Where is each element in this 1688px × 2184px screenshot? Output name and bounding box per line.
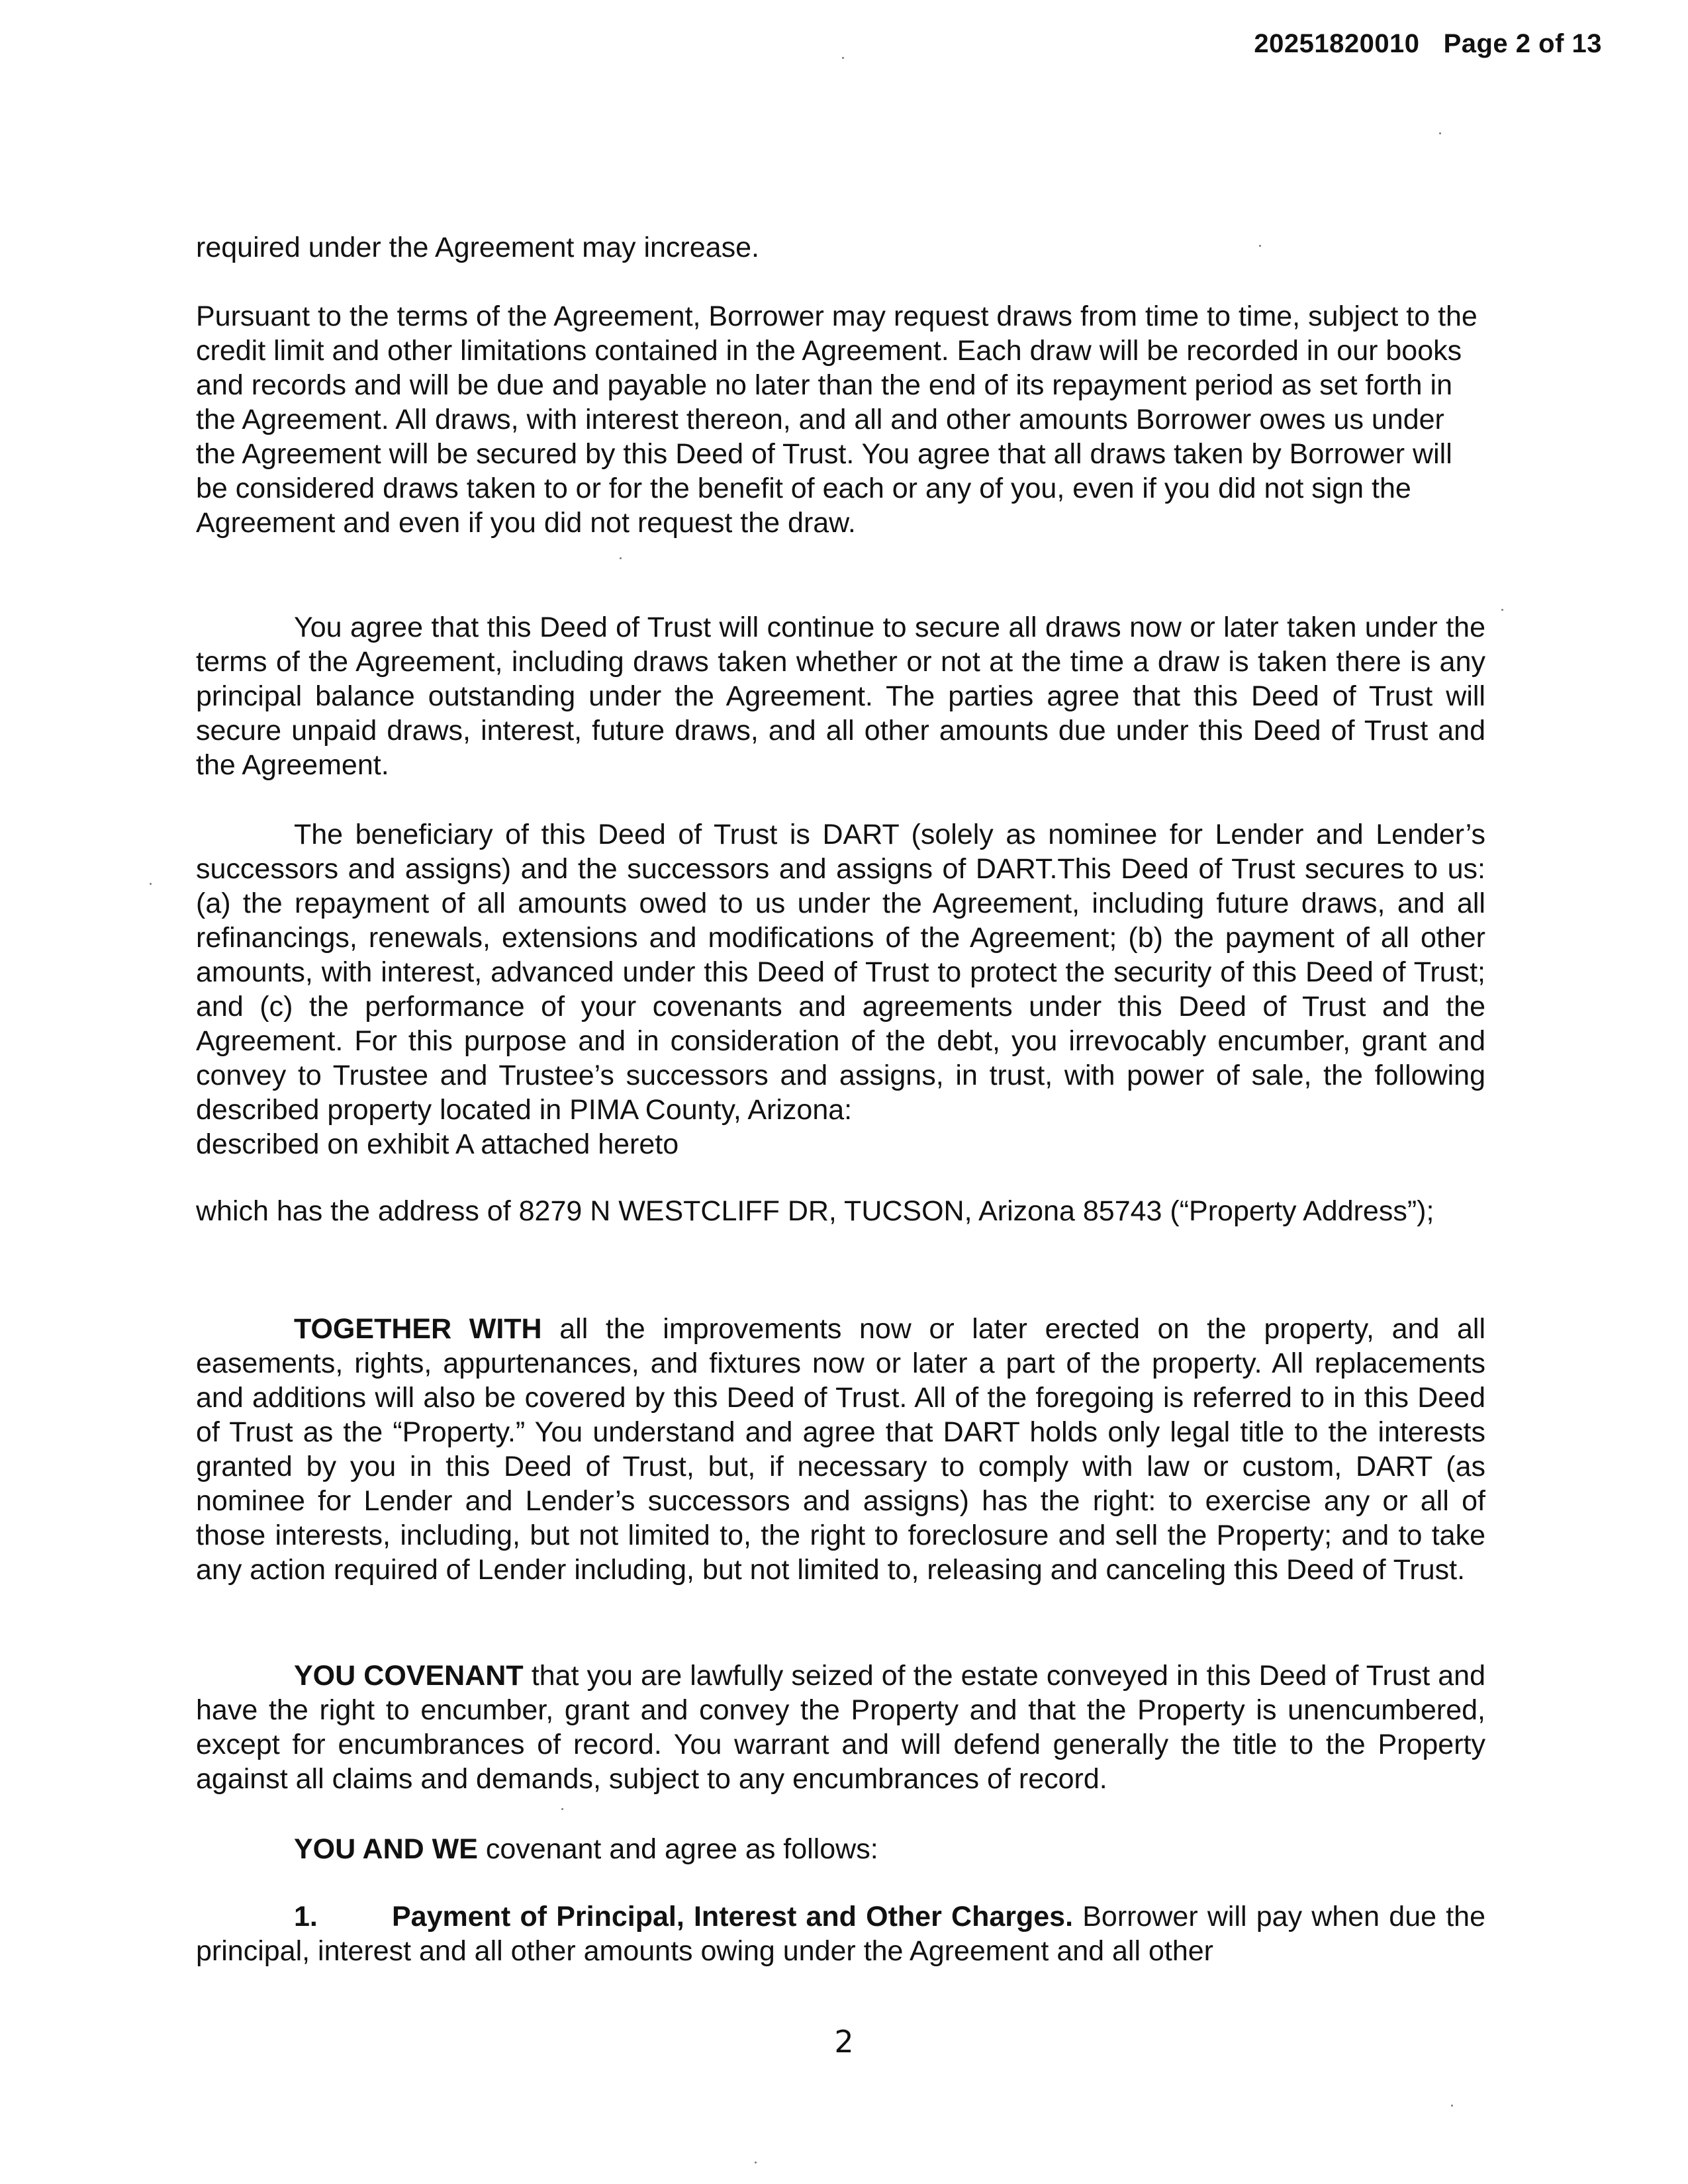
together-with-text: all the improvements now or later erected on the property, and all easements, rights, appurtenances, and fixtures now or later a part of the property. All replacements and additions will also be covered by this Deed of Trust. All of the foregoing is referred to in this Deed of Trust as the “Property.” You understand and agree that DART holds only legal title to the interests granted by you in this Deed of Trust, but, if necessary to comply with law or custom, DART (as nominee for Lender and Lender’s successors and assigns) has the right: to exercise any or all of those interests, including, but not limited to, the right to foreclosure and sell the Property; and to take any action required of Lender including, but not limited to, releasing and canceling this Deed of Trust.: [196, 1313, 1486, 1586]
scan-speck: [620, 557, 622, 559]
paragraph-property-address: which has the address of 8279 N WESTCLIFF DR, TUCSON, Arizona 85743 (“Property Address”);: [196, 1195, 1434, 1227]
scan-speck: [1259, 245, 1261, 247]
document-number: 20251820010: [1254, 29, 1420, 58]
section-1-payment: [196, 1899, 1485, 1968]
scan-speck: [755, 2161, 757, 2163]
paragraph-together-with: [196, 1312, 1485, 1587]
page-header: [1254, 29, 1602, 59]
page-number: 2: [834, 2024, 854, 2060]
page-label: Page 2 of 13: [1443, 29, 1602, 58]
paragraph-you-and-we: [196, 1832, 1485, 1866]
beneficiary-text: The beneficiary of this Deed of Trust is DART (solely as nominee for Lender and Lender’s successors and assigns) and the successors and assigns of DART.This Deed of Trust secures to us: (a) the repayment of all amounts owed to us under the Agreement, including future draws, and all refinancings, renewals, extensions and modifications of the Agreement; (b) the payment of all other amounts, with interest, advanced under this Deed of Trust to protect the security of this Deed of Trust; and (c) the performance of your covenants and agreements under this Deed of Trust and the Agreement. For this purpose and in consideration of the debt, you irrevocably encumber, grant and convey to Trustee and Trustee’s successors and assigns, in trust, with power of sale, the following described property located in PIMA County, Arizona:: [196, 819, 1485, 1126]
scan-speck: [1439, 132, 1441, 134]
scan-speck: [561, 1808, 563, 1810]
together-with-label: TOGETHER WITH: [294, 1313, 542, 1345]
paragraph-draws: Pursuant to the terms of the Agreement, Borrower may request draws from time to time, subject to the credit limit and other limitations contained in the Agreement. Each draw will be recorded in our books and records and will be due and payable no later than the end of its repayment period as set forth in the Agreement. All draws, with interest thereon, and all and other amounts Borrower owes us under the Agreement will be secured by this Deed of Trust. You agree that all draws taken by Borrower will be considered draws taken to or for the benefit of each or any of you, even if you did not sign the Agreement and even if you did not request the draw.: [196, 300, 1477, 539]
paragraph-beneficiary: [196, 817, 1485, 1161]
section-1-number: 1.: [294, 1901, 318, 1933]
you-and-we-text: covenant and agree as follows:: [477, 1833, 878, 1865]
scan-speck: [842, 57, 844, 59]
paragraph-continue-secure: You agree that this Deed of Trust will continue to secure all draws now or later taken under the terms of the Agreement, including draws taken whether or not at the time a draw is taken there is any principal balance outstanding under the Agreement. The parties agree that this Deed of Trust will secure unpaid draws, interest, future draws, and all other amounts due under this Deed of Trust and the Agreement.: [196, 612, 1485, 781]
you-and-we-label: YOU AND WE: [294, 1833, 478, 1865]
scan-speck: [1501, 609, 1503, 611]
paragraph-continuation: required under the Agreement may increase.: [196, 232, 759, 263]
paragraph-you-covenant: [196, 1659, 1485, 1796]
you-covenant-label: YOU COVENANT: [294, 1660, 524, 1692]
section-1-title: Payment of Principal, Interest and Other Charges.: [392, 1901, 1074, 1933]
scan-speck: [1451, 2105, 1453, 2107]
property-description: described on exhibit A attached hereto: [196, 1128, 679, 1160]
scan-speck: [150, 883, 152, 885]
you-covenant-text: that you are lawfully seized of the estate conveyed in this Deed of Trust and have the right to encumber, grant and convey the Property and that the Property is unencumbered, except for encumbrances of record. You warrant and will defend generally the title to the Property against all claims and demands, subject to any encumbrances of record.: [196, 1660, 1485, 1795]
section-1-text: Borrower will pay when due the principal, interest and all other amounts owing under the Agreement and all other: [196, 1901, 1485, 1967]
